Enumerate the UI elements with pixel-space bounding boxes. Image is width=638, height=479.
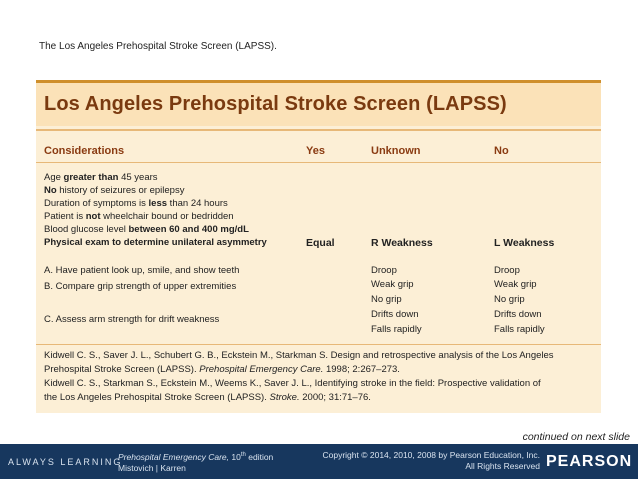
criterion-duration: Duration of symptoms is less than 24 hours	[44, 198, 228, 209]
criterion-age: Age greater than 45 years	[44, 172, 158, 183]
equal-label: Equal	[306, 237, 335, 249]
pearson-logo: PEARSON	[546, 453, 633, 470]
exam-b-r-1: Weak grip	[371, 279, 414, 290]
col-no: No	[494, 145, 509, 157]
exam-c-label: C. Assess arm strength for drift weakness	[44, 314, 220, 325]
l-weakness-label: L Weakness	[494, 237, 555, 249]
header-divider	[36, 129, 601, 131]
exam-a-label: A. Have patient look up, smile, and show teeth	[44, 265, 240, 276]
exam-a-l: Droop	[494, 265, 520, 276]
criterion-seizures: No history of seizures or epilepsy	[44, 185, 185, 196]
copyright-notice: Copyright © 2014, 2010, 2008 by Pearson Education, Inc. All Rights Reserved	[322, 450, 540, 471]
criterion-glucose: Blood glucose level between 60 and 400 mg/dL	[44, 224, 249, 235]
lapss-card	[36, 80, 601, 413]
card-title: Los Angeles Prehospital Stroke Screen (LAPSS)	[44, 93, 507, 115]
columns-divider	[36, 162, 601, 163]
slide-caption: The Los Angeles Prehospital Stroke Screen (LAPSS).	[39, 41, 277, 52]
book-authors: Mistovich | Karren	[118, 462, 186, 473]
exam-c-l-2: Falls rapidly	[494, 324, 545, 335]
always-learning-tagline: ALWAYS LEARNING	[8, 457, 123, 467]
col-unknown: Unknown	[371, 145, 421, 157]
exam-a-r: Droop	[371, 265, 397, 276]
exam-c-r-2: Falls rapidly	[371, 324, 422, 335]
criterion-patient: Patient is not wheelchair bound or bedridden	[44, 211, 234, 222]
r-weakness-label: R Weakness	[371, 237, 433, 249]
book-credit: Prehospital Emergency Care, 10th edition Mistovich | Karren	[118, 451, 274, 473]
card-header	[36, 83, 601, 126]
col-considerations: Considerations	[44, 145, 125, 157]
exam-c-r-1: Drifts down	[371, 309, 419, 320]
exam-b-r-2: No grip	[371, 294, 402, 305]
exam-b-l-1: Weak grip	[494, 279, 537, 290]
references-divider	[36, 344, 601, 345]
continued-note: continued on next slide	[522, 431, 630, 443]
reference-2-line-1: Kidwell C. S., Starkman S., Eckstein M., Weems K., Saver J. L., Identifying stroke in the field: Prospective validation of	[44, 378, 541, 389]
reference-1-line-2: Prehospital Stroke Screen (LAPSS). Prehospital Emergency Care. 1998; 2:267–273.	[44, 364, 400, 375]
exam-c-l-1: Drifts down	[494, 309, 542, 320]
reference-1-line-1: Kidwell C. S., Saver J. L., Schubert G. B., Eckstein M., Starkman S. Design and retrospective analysis of the Los Angeles	[44, 350, 554, 361]
footer-bar	[0, 444, 638, 479]
reference-2-line-2: the Los Angeles Prehospital Stroke Screen (LAPSS). Stroke. 2000; 31:71–76.	[44, 392, 371, 403]
exam-b-label: B. Compare grip strength of upper extremities	[44, 281, 237, 292]
physical-exam-heading: Physical exam to determine unilateral asymmetry	[44, 237, 267, 248]
exam-b-l-2: No grip	[494, 294, 525, 305]
col-yes: Yes	[306, 145, 325, 157]
